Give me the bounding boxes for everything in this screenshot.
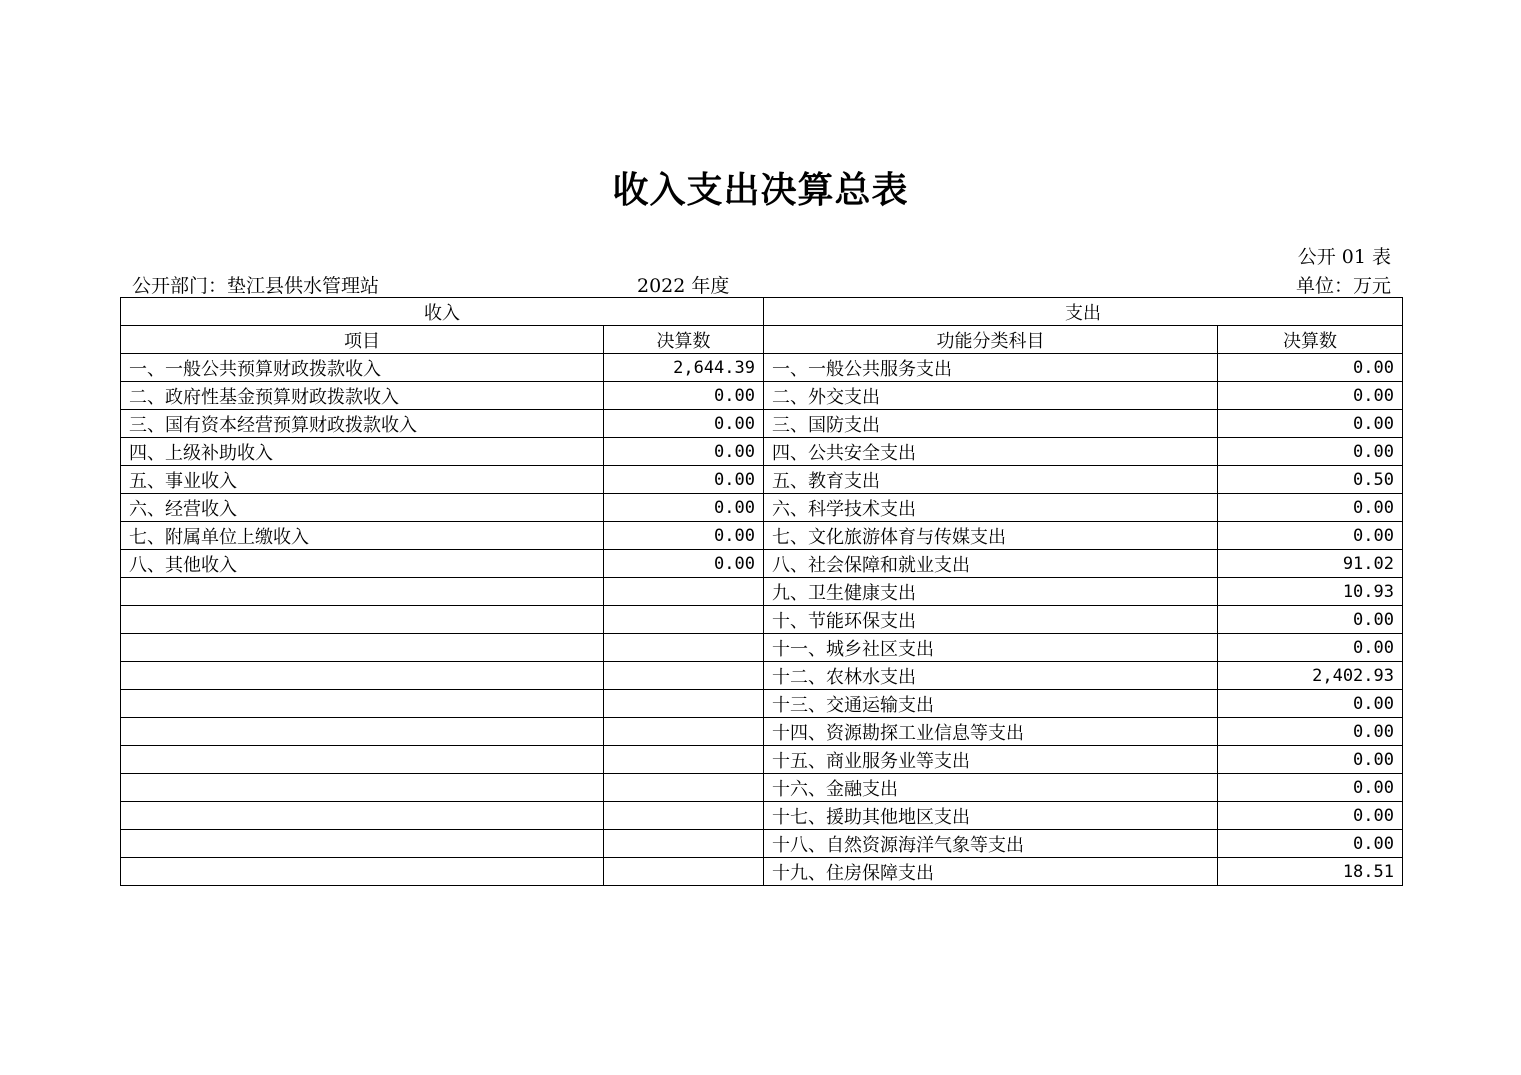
column-header-row [121,326,1403,354]
income-item-value [604,606,764,634]
income-item-label [121,802,604,830]
item-column-header: 项目 [121,326,604,354]
table-row [121,802,1403,830]
income-header: 收入 [121,298,764,326]
expense-item-label: 十九、住房保障支出 [764,858,1218,886]
expense-amount-column-header: 决算数 [1218,326,1403,354]
income-item-value: 0.00 [604,466,764,494]
income-item-value [604,690,764,718]
income-item-value: 2,644.39 [604,354,764,382]
expense-item-value: 2,402.93 [1218,662,1403,690]
table-row [121,858,1403,886]
income-item-value [604,774,764,802]
expense-item-value: 18.51 [1218,858,1403,886]
expense-item-label: 七、文化旅游体育与传媒支出 [764,522,1218,550]
table-row [121,382,1403,410]
income-item-value: 0.00 [604,522,764,550]
income-item-value [604,858,764,886]
expense-item-value: 0.00 [1218,494,1403,522]
expense-header: 支出 [764,298,1403,326]
income-expense-table [120,297,1403,886]
expense-item-value: 0.00 [1218,522,1403,550]
income-item-label [121,662,604,690]
income-item-value [604,578,764,606]
income-item-value [604,662,764,690]
income-item-label [121,746,604,774]
income-item-value: 0.00 [604,410,764,438]
income-item-label: 三、国有资本经营预算财政拨款收入 [121,410,604,438]
table-row [121,746,1403,774]
table-row [121,774,1403,802]
section-header-row [121,298,1403,326]
income-item-label [121,606,604,634]
expense-item-label: 十四、资源勘探工业信息等支出 [764,718,1218,746]
income-item-value [604,802,764,830]
income-item-label [121,774,604,802]
income-item-value [604,830,764,858]
expense-item-label: 十一、城乡社区支出 [764,634,1218,662]
table-row [121,634,1403,662]
expense-item-value: 0.50 [1218,466,1403,494]
expense-item-label: 十六、金融支出 [764,774,1218,802]
expense-item-value: 0.00 [1218,382,1403,410]
expense-item-value: 0.00 [1218,410,1403,438]
page-title: 收入支出决算总表 [612,170,909,211]
unit-label: 单位：万元 [1295,275,1391,297]
expense-item-label: 十七、援助其他地区支出 [764,802,1218,830]
expense-item-value: 0.00 [1218,830,1403,858]
income-item-value [604,718,764,746]
table-row [121,662,1403,690]
expense-item-label: 二、外交支出 [764,382,1218,410]
expense-item-label: 八、社会保障和就业支出 [764,550,1218,578]
func-category-column-header: 功能分类科目 [764,326,1218,354]
expense-item-label: 十五、商业服务业等支出 [764,746,1218,774]
income-item-label: 一、一般公共预算财政拨款收入 [121,354,604,382]
expense-item-label: 十八、自然资源海洋气象等支出 [764,830,1218,858]
expense-item-value: 0.00 [1218,634,1403,662]
income-item-label: 七、附属单位上缴收入 [121,522,604,550]
expense-item-value: 0.00 [1218,438,1403,466]
expense-item-label: 六、科学技术支出 [764,494,1218,522]
expense-item-value: 0.00 [1218,354,1403,382]
income-item-value: 0.00 [604,550,764,578]
fiscal-year: 2022 年度 [637,275,730,297]
income-item-label: 八、其他收入 [121,550,604,578]
department-label: 公开部门：垫江县供水管理站 [132,275,380,297]
table-row [121,466,1403,494]
expense-item-label: 一、一般公共服务支出 [764,354,1218,382]
income-item-label [121,578,604,606]
income-item-value [604,746,764,774]
expense-item-value: 0.00 [1218,802,1403,830]
table-row [121,550,1403,578]
expense-item-value: 0.00 [1218,774,1403,802]
expense-item-label: 五、教育支出 [764,466,1218,494]
expense-item-label: 四、公共安全支出 [764,438,1218,466]
table-row [121,354,1403,382]
table-row [121,438,1403,466]
table-row [121,410,1403,438]
income-item-label [121,690,604,718]
income-amount-column-header: 决算数 [604,326,764,354]
income-item-label: 二、政府性基金预算财政拨款收入 [121,382,604,410]
expense-item-value: 0.00 [1218,746,1403,774]
expense-item-value: 0.00 [1218,690,1403,718]
income-item-label: 四、上级补助收入 [121,438,604,466]
income-item-value: 0.00 [604,494,764,522]
income-item-label [121,830,604,858]
expense-item-value: 0.00 [1218,718,1403,746]
table-row [121,690,1403,718]
income-item-value: 0.00 [604,382,764,410]
income-item-label [121,634,604,662]
income-item-value [604,634,764,662]
table-row [121,830,1403,858]
expense-item-label: 十、节能环保支出 [764,606,1218,634]
expense-item-value: 91.02 [1218,550,1403,578]
income-item-label [121,718,604,746]
expense-item-label: 三、国防支出 [764,410,1218,438]
income-item-value: 0.00 [604,438,764,466]
table-row [121,718,1403,746]
table-row [121,578,1403,606]
expense-item-value: 0.00 [1218,606,1403,634]
income-item-label [121,858,604,886]
expense-item-label: 十三、交通运输支出 [764,690,1218,718]
table-row [121,522,1403,550]
expense-item-value: 10.93 [1218,578,1403,606]
form-number: 公开 01 表 [1297,246,1391,268]
expense-item-label: 十二、农林水支出 [764,662,1218,690]
income-item-label: 五、事业收入 [121,466,604,494]
table-row [121,606,1403,634]
table-row [121,494,1403,522]
expense-item-label: 九、卫生健康支出 [764,578,1218,606]
income-item-label: 六、经营收入 [121,494,604,522]
